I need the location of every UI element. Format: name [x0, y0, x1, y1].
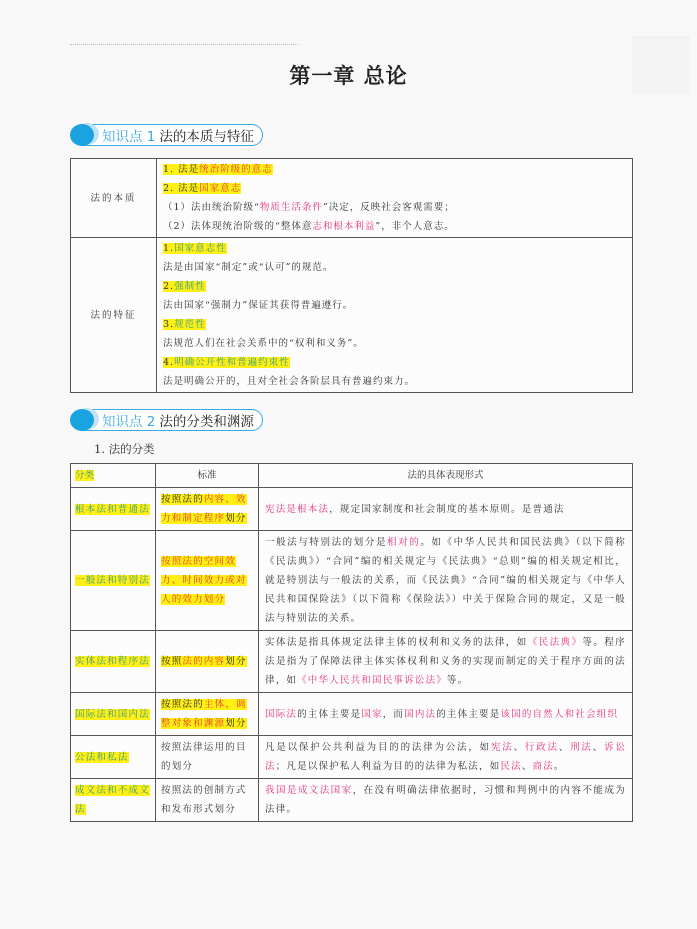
section-title: 法的分类和渊源 — [159, 414, 254, 430]
feature-desc: 法是由国家“制定”或“认可”的规范。 — [163, 262, 334, 273]
emphasis-text: 诉讼法 — [265, 742, 627, 772]
row-label: 法的特征 — [71, 238, 157, 393]
row-content — [157, 159, 633, 238]
section-bullet-icon — [70, 124, 94, 146]
body-text: 一般法与特别法的划分是 — [265, 537, 388, 548]
column-header: 标准 — [156, 464, 259, 488]
body-text: 、 — [558, 742, 571, 753]
standard-cell: 按照法律运用的目的划分 — [156, 736, 259, 779]
emphasis-text: 相对的 — [387, 537, 421, 548]
body-text: ”决定，反映社会客观需要； — [322, 202, 455, 213]
point-text: 1. 法是 — [163, 164, 200, 175]
table-row — [71, 631, 633, 693]
highlight-text: 统治阶级的意志 — [199, 164, 273, 175]
body-text: ，规定国家制度和社会制度的基本原则。是普通法 — [329, 503, 565, 515]
body-text: 实体法是指具体规定法律主体的权利和义务的法律，如 — [265, 637, 528, 648]
emphasis-text: 国家 — [361, 708, 383, 720]
standard-highlight: 按照法的空间效力、时间效力或对人的效力划分 — [161, 556, 247, 605]
standard-highlight: 按照法的主体、调整对象和渊源划分 — [161, 699, 247, 729]
form-cell — [259, 693, 633, 736]
table-row — [71, 531, 633, 631]
body-text: （2）法体现统治阶级的“整体意 — [163, 221, 313, 232]
body-text: ；凡是以保护私人利益为目的的法律为私法，如 — [275, 761, 501, 772]
body-text: 。如《中华人民共和国民法典》（以下简称《民法典》）“合同”编的相关规定与《民法典》“总则”编的相关规定相比，就是特别法与一般法的关系，而《民法典》“合同”编的相关规定与《中华人民共和国保险法》（以下简称《保险法》）中关于保险合同的规定，又是一般法与特别法的关系。 — [265, 537, 626, 624]
header-dotted-rule — [70, 44, 298, 45]
standard-highlight: 按照法的内容划分 — [161, 656, 247, 667]
feature-title: 明确公开性和普遍约束性 — [174, 357, 290, 368]
section-number: 知识点 2 — [102, 414, 156, 430]
emphasis-text: 商法 — [532, 761, 554, 772]
body-text: 、 — [513, 742, 525, 753]
category-label: 一般法和特别法 — [75, 575, 150, 586]
table-row — [71, 736, 633, 779]
subheading: 1. 法的分类 — [94, 442, 155, 456]
category-label: 根本法和普通法 — [75, 503, 150, 515]
highlight-text: 国家意志 — [199, 183, 242, 194]
table-row — [71, 779, 633, 822]
form-cell — [259, 631, 633, 693]
standard-cell — [156, 631, 259, 693]
row-label: 法的本质 — [71, 159, 157, 238]
standard-cell — [156, 531, 259, 631]
item-number: 4. — [163, 357, 175, 368]
emphasis-text: 刑法 — [570, 742, 593, 753]
category-label: 公法和私法 — [75, 751, 129, 763]
table-row — [71, 488, 633, 531]
feature-desc: 法由国家“强制力”保证其获得普遍遵行。 — [163, 300, 354, 311]
emphasis-text: 《民法典》 — [527, 637, 583, 648]
body-text: ”，非个人意志。 — [375, 221, 455, 232]
category-label: 成文法和不成文法 — [75, 785, 150, 815]
form-cell — [259, 779, 633, 822]
section-pill — [82, 124, 263, 146]
emphasis-text: 志和根本利益 — [312, 221, 376, 232]
feature-title: 规范性 — [174, 319, 206, 330]
section-bullet-icon — [70, 409, 94, 431]
form-cell — [259, 531, 633, 631]
emphasis-text: 国际法 — [265, 708, 298, 720]
table-row — [71, 238, 633, 393]
item-number: 3. — [163, 319, 175, 330]
section-number: 知识点 1 — [102, 129, 156, 145]
body-text: 凡是以保护公共利益为目的的法律为公法，如 — [265, 742, 491, 753]
point-text: 2. 法是 — [163, 183, 200, 194]
body-text: 等。 — [446, 675, 469, 686]
category-cell — [71, 488, 156, 531]
emphasis-text: 民法 — [500, 761, 522, 772]
body-text: 。 — [553, 761, 565, 772]
emphasis-text: 我国是成文法国家 — [265, 785, 353, 796]
feature-desc: 法规范人们在社会关系中的“权利和义务”。 — [163, 338, 364, 349]
essence-features-table — [70, 158, 633, 393]
category-label: 国际法和国内法 — [75, 708, 150, 720]
feature-title: 国家意志性 — [174, 243, 227, 254]
body-text: 的主体主要是 — [436, 708, 501, 720]
table-row — [71, 693, 633, 736]
body-text: （1）法由统治阶级“ — [163, 202, 260, 213]
feature-desc: 法是明确公开的，且对全社会各阶层具有普遍约束力。 — [163, 376, 416, 387]
emphasis-text: 宪法是根本法 — [265, 503, 330, 515]
feature-title: 强制性 — [174, 281, 206, 292]
standard-cell — [156, 693, 259, 736]
standard-cell — [156, 488, 259, 531]
section-pill — [82, 409, 263, 431]
form-cell — [259, 736, 633, 779]
standard-cell: 按照法的创制方式和发布形式划分 — [156, 779, 259, 822]
category-cell — [71, 693, 156, 736]
table-header-row — [71, 464, 633, 488]
category-cell — [71, 779, 156, 822]
column-header: 分类 — [71, 464, 156, 488]
emphasis-text: 行政法 — [524, 742, 559, 753]
emphasis-text: 国内法 — [404, 708, 437, 720]
body-text: 的主体主要是 — [297, 708, 362, 720]
classification-table — [70, 463, 633, 822]
category-label: 实体法和程序法 — [75, 656, 150, 667]
section-header-2 — [70, 409, 263, 431]
section-title: 法的本质与特征 — [159, 129, 254, 145]
emphasis-text: 该国的自然人和社会组织 — [500, 708, 619, 720]
row-content — [157, 238, 633, 393]
category-cell — [71, 531, 156, 631]
category-cell — [71, 736, 156, 779]
category-cell — [71, 631, 156, 693]
body-text: ，而 — [382, 708, 405, 720]
standard-highlight: 按照法的内容、效力和制定程序划分 — [161, 494, 247, 524]
form-cell — [259, 488, 633, 531]
column-header: 法的具体表现形式 — [259, 464, 633, 488]
emphasis-text: 《中华人民共和国民事诉讼法》 — [297, 675, 447, 686]
item-number: 1. — [163, 243, 175, 254]
body-text: ，在没有明确法律依据时，习惯和判例中的内容不能成为法律。 — [265, 785, 626, 815]
body-text: 、 — [521, 761, 533, 772]
item-number: 2. — [163, 281, 175, 292]
body-text: 等。程序法是指为了保障法律主体实体权利和义务的实现而制定的关于程序方面的法律，如 — [265, 637, 626, 686]
emphasis-text: 物质生活条件 — [259, 202, 323, 213]
body-text: 、 — [592, 742, 605, 753]
chapter-title: 第一章 总论 — [289, 64, 408, 88]
section-header-1 — [70, 124, 263, 146]
emphasis-text: 宪法 — [490, 742, 514, 753]
table-row — [71, 159, 633, 238]
